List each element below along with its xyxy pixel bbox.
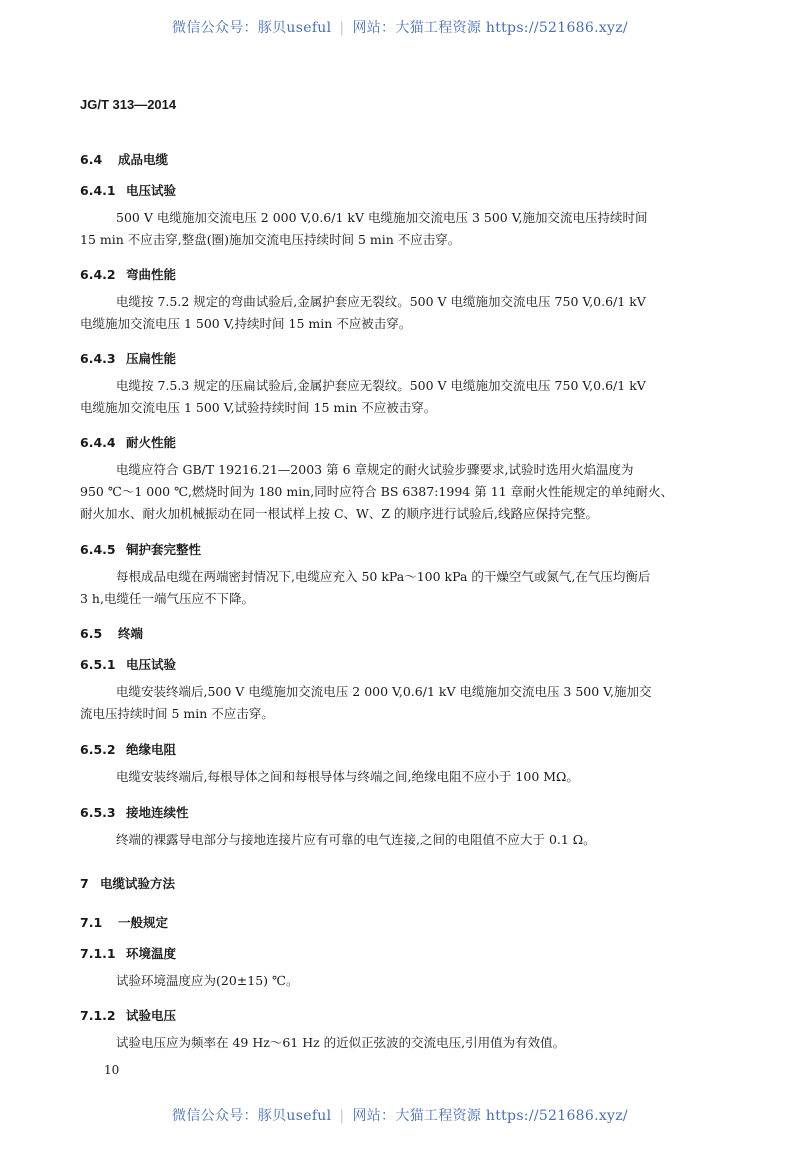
- section-heading-7-1-2: 7.1.2 试验电压: [80, 1008, 177, 1023]
- paragraph-7-1-1: 试验环境温度应为(20±15) ℃。: [116, 973, 299, 988]
- watermark-separator: |: [339, 20, 345, 36]
- section-heading-6-5: 6.5 终端: [80, 626, 144, 641]
- section-heading-6-4-3: 6.4.3 压扁性能: [80, 351, 177, 366]
- section-heading-6-4-4: 6.4.4 耐火性能: [80, 435, 177, 450]
- paragraph-6-5-1: 电缆安装终端后,500 V 电缆施加交流电压 2 000 V,0.6/1 kV 电缆施加交流电压 3 500 V,施加交 流电压持续时间 5 min 不应击穿。: [80, 684, 652, 721]
- section-heading-6-4-5: 6.4.5 铜护套完整性: [80, 542, 202, 557]
- paragraph-6-4-2: 电缆按 7.5.2 规定的弯曲试验后,金属护套应无裂纹。500 V 电缆施加交流电压 750 V,0.6/1 kV 电缆施加交流电压 1 500 V,持续时间 15 min 不应被击穿。: [80, 294, 646, 331]
- section-heading-6-4-2: 6.4.2 弯曲性能: [80, 267, 177, 282]
- section-heading-7-1: 7.1 一般规定: [80, 915, 169, 930]
- paragraph-7-1-2: 试验电压应为频率在 49 Hz～61 Hz 的近似正弦波的交流电压,引用值为有效值。: [116, 1035, 566, 1050]
- watermark-top: [0, 17, 800, 37]
- paragraph-6-4-4: 电缆应符合 GB/T 19216.21—2003 第 6 章规定的耐火试验步骤要求,试验时选用火焰温度为 950 ℃～1 000 ℃,燃烧时间为 180 min,同时应符合 BS 6387:1994 第 11 章耐火性能规定的单纯耐火、 耐火加水、耐火加机械振动在同一根试样上按 C、W、Z 的顺序进行试验后,线路应保持完整。: [80, 462, 674, 521]
- section-heading-6-4: 6.4 成品电缆: [80, 152, 169, 167]
- paragraph-6-5-3: 终端的裸露导电部分与接地连接片应有可靠的电气连接,之间的电阻值不应大于 0.1 Ω。: [116, 832, 596, 847]
- watermark-left: 微信公众号：豚贝useful: [172, 20, 332, 36]
- section-heading-6-5-1: 6.5.1 电压试验: [80, 657, 177, 672]
- watermark-left: 微信公众号：豚贝useful: [172, 1108, 332, 1124]
- section-heading-6-5-2: 6.5.2 绝缘电阻: [80, 742, 177, 757]
- watermark-bottom: [0, 1105, 800, 1125]
- paragraph-6-4-3: 电缆按 7.5.3 规定的压扁试验后,金属护套应无裂纹。500 V 电缆施加交流电压 750 V,0.6/1 kV 电缆施加交流电压 1 500 V,试验持续时间 15 min 不应被击穿。: [80, 378, 646, 415]
- section-heading-7: 7 电缆试验方法: [80, 876, 176, 891]
- paragraph-6-5-2: 电缆安装终端后,每根导体之间和每根导体与终端之间,绝缘电阻不应小于 100 MΩ。: [116, 769, 579, 784]
- watermark-separator: |: [339, 1108, 345, 1124]
- section-heading-7-1-1: 7.1.1 环境温度: [80, 946, 177, 961]
- section-heading-6-4-1: 6.4.1 电压试验: [80, 183, 177, 198]
- section-heading-6-5-3: 6.5.3 接地连续性: [80, 805, 189, 820]
- standard-code: JG/T 313—2014: [80, 97, 177, 112]
- paragraph-6-4-1: 500 V 电缆施加交流电压 2 000 V,0.6/1 kV 电缆施加交流电压 3 500 V,施加交流电压持续时间 15 min 不应击穿,整盘(圈)施加交流电压持续时间 5 min 不应击穿。: [80, 210, 648, 247]
- watermark-right: 网站：大猫工程资源 https://521686.xyz/: [352, 20, 628, 36]
- paragraph-6-4-5: 每根成品电缆在两端密封情况下,电缆应充入 50 kPa～100 kPa 的干燥空气或氮气,在气压均衡后 3 h,电缆任一端气压应不下降。: [80, 569, 651, 606]
- watermark-right: 网站：大猫工程资源 https://521686.xyz/: [352, 1108, 628, 1124]
- page-number: 10: [104, 1063, 120, 1077]
